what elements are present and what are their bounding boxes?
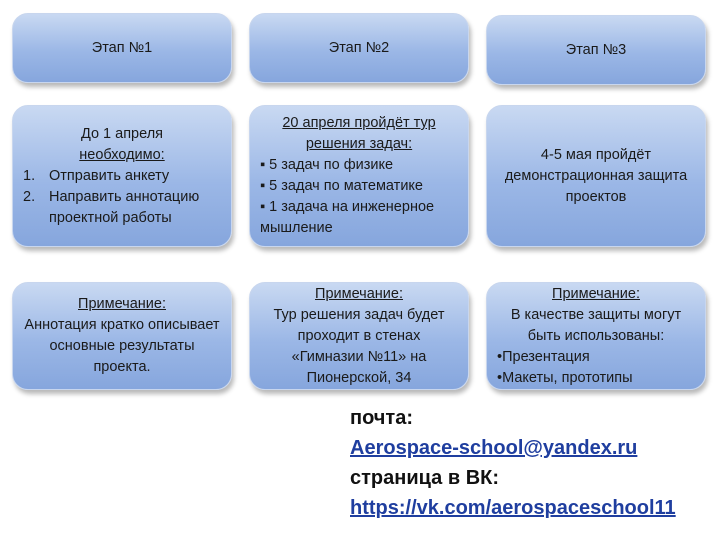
- stage1-heading1: До 1 апреля: [80, 125, 164, 142]
- contacts-block: [350, 403, 718, 523]
- stage2-title: Этап №2: [328, 39, 390, 56]
- stage2-details-card: [249, 105, 469, 247]
- stage2-note-card: [249, 282, 469, 390]
- stage2-heading: 20 апреля пройдёт тур решения задач:: [282, 115, 436, 152]
- stage3-details-card: [486, 105, 706, 247]
- vk-label: страница в ВК:: [350, 467, 500, 489]
- stage3-list: [497, 347, 695, 389]
- stage1-note-card: [12, 282, 232, 390]
- stage1-note-text: Аннотация кратко описывает основные результаты проекта.: [24, 317, 220, 375]
- stage1-list: [23, 166, 221, 229]
- stage3-note-card: [486, 282, 706, 390]
- stage1-title: Этап №1: [91, 39, 153, 56]
- stage1-details-card: [12, 105, 232, 247]
- list-item: 1. Отправить анкету: [23, 167, 170, 184]
- list-item: ▪ 5 задач по физике: [260, 155, 458, 176]
- mail-label: почта:: [350, 407, 413, 429]
- list-item: • Макеты, прототипы: [497, 368, 695, 389]
- stage3-note-text: В качестве защиты могут быть использованы:: [510, 306, 682, 344]
- stage1-note-label: Примечание:: [78, 296, 166, 312]
- stage3-title-card: [486, 15, 706, 85]
- stage1-title-card: [12, 13, 232, 83]
- stage2-list: [260, 155, 458, 239]
- stage3-note-label: Примечание:: [552, 285, 640, 302]
- stage3-text: 4-5 мая пройдёт демонстрационная защита проектов: [504, 146, 688, 205]
- list-item: 2. Направить аннотацию проектной работы: [23, 188, 200, 226]
- mail-link[interactable]: Aerospace-school@yandex.ru: [350, 437, 638, 459]
- list-item: ▪ 5 задач по математике: [260, 176, 458, 197]
- stage3-title: Этап №3: [565, 41, 627, 58]
- stage2-title-card: [249, 13, 469, 83]
- stage2-note-label: Примечание:: [315, 285, 403, 302]
- list-item: ▪ 1 задача на инженерное мышление: [260, 197, 458, 239]
- vk-link[interactable]: https://vk.com/aerospaceschool11: [350, 497, 676, 519]
- stage1-heading2: необходимо:: [79, 146, 165, 163]
- stage2-note-text: Тур решения задач будет проходит в стенах «Гимназии №11» на Пионерской, 34: [273, 306, 445, 386]
- list-item: • Презентация: [497, 347, 695, 368]
